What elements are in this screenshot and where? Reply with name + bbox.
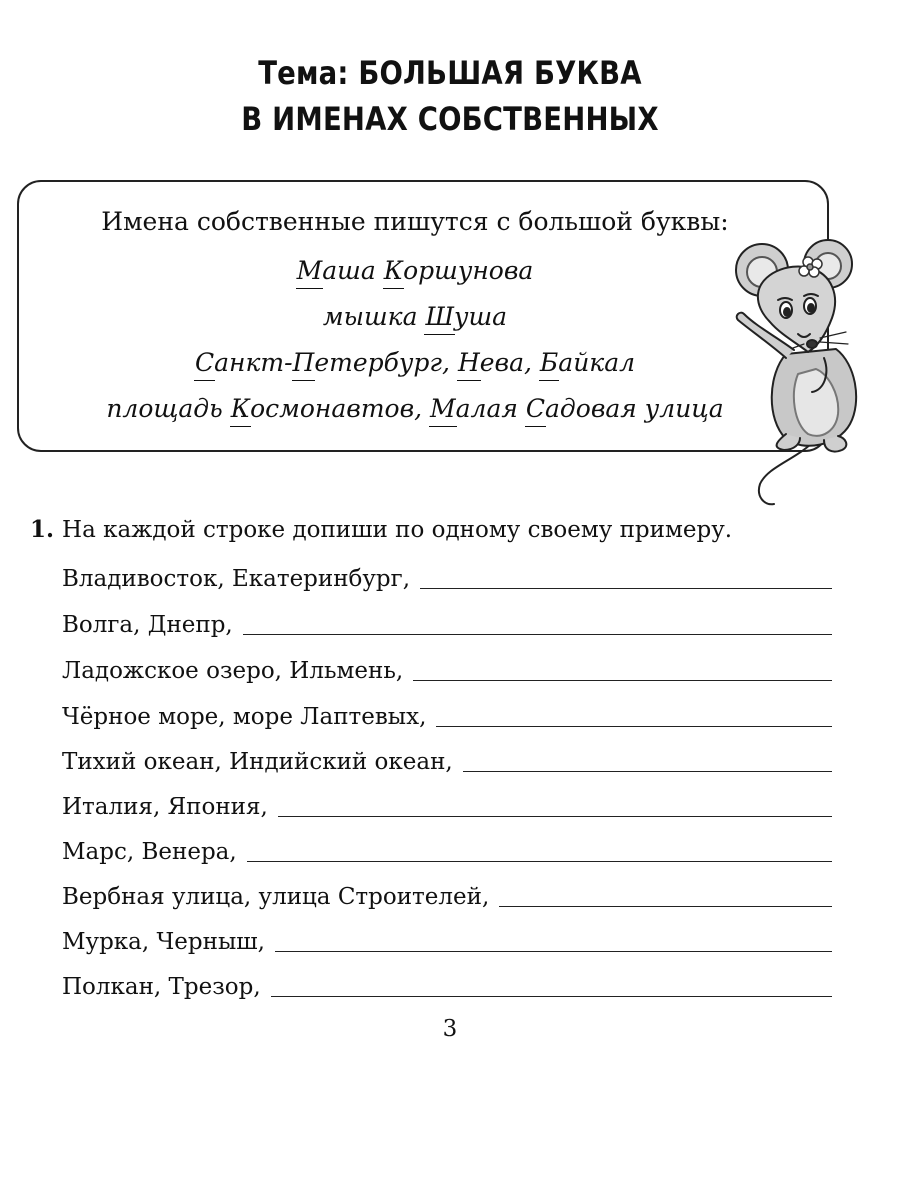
rule-example-4 (20, 394, 810, 423)
example-text: ева, (479, 348, 540, 377)
answer-prompt: Ладожское озеро, Ильмень, (62, 658, 404, 684)
capital-letter: С (194, 348, 215, 377)
answer-prompt: Полкан, Трезор, (62, 974, 261, 1000)
rule-example-3 (20, 348, 810, 377)
blank-line[interactable] (463, 771, 832, 772)
example-text: анкт- (214, 348, 293, 377)
task-text: На каждой строке допиши по одному своему примеру. (62, 517, 733, 543)
capital-letter: Б (539, 348, 559, 377)
answer-prompt: Мурка, Черныш, (62, 929, 265, 955)
rule-example-2 (20, 302, 810, 331)
example-text: адовая улица (545, 394, 724, 423)
answer-line (62, 924, 832, 956)
rule-example-1 (20, 256, 810, 285)
example-text: аша (322, 256, 384, 285)
blank-line[interactable] (278, 816, 832, 817)
example-text: осмонавтов, (250, 394, 431, 423)
title-line-1: Тема: БОЛЬШАЯ БУКВА (258, 54, 642, 92)
answer-prompt: Марс, Венера, (62, 839, 237, 865)
blank-line[interactable] (413, 680, 832, 681)
answer-prompt: Волга, Днепр, (62, 612, 233, 638)
answer-line (62, 744, 832, 776)
capital-letter: К (230, 394, 251, 423)
capital-letter: Ш (425, 302, 454, 331)
page-number: 3 (442, 1016, 458, 1042)
answer-prompt: Чёрное море, море Лаптевых, (62, 704, 427, 730)
answer-line (62, 834, 832, 866)
answer-line (62, 879, 832, 911)
capital-letter: М (430, 394, 456, 423)
answer-line (62, 699, 832, 731)
example-text: мышка (322, 302, 426, 331)
mouse-illustration (728, 234, 888, 514)
answer-line (62, 653, 832, 685)
blank-line[interactable] (243, 634, 832, 635)
blank-line[interactable] (436, 726, 832, 727)
blank-line[interactable] (275, 951, 832, 952)
answer-prompt: Тихий океан, Индийский океан, (62, 749, 453, 775)
answer-prompt: Вербная улица, улица Строителей, (62, 884, 490, 910)
page-title (63, 50, 837, 142)
example-text: алая (455, 394, 526, 423)
answer-line (62, 789, 832, 821)
example-text: уша (454, 302, 508, 331)
answer-line (62, 561, 832, 593)
blank-line[interactable] (271, 996, 832, 997)
example-text: етербург, (314, 348, 458, 377)
task-instruction (30, 516, 732, 543)
blank-line[interactable] (420, 588, 832, 589)
answer-prompt: Италия, Япония, (62, 794, 268, 820)
task-number: 1. (30, 516, 55, 543)
answer-line (62, 607, 832, 639)
blank-line[interactable] (499, 906, 832, 907)
blank-line[interactable] (247, 861, 832, 862)
answer-line (62, 969, 832, 1001)
title-line-2: В ИМЕНАХ СОБСТВЕННЫХ (241, 100, 659, 138)
capital-letter: К (383, 256, 404, 285)
example-text: айкал (558, 348, 636, 377)
capital-letter: М (296, 256, 323, 285)
capital-letter: П (292, 348, 315, 377)
example-text: площадь (106, 394, 231, 423)
flower-icon (799, 257, 822, 277)
example-text: оршунова (403, 256, 534, 285)
capital-letter: С (525, 394, 546, 423)
answer-prompt: Владивосток, Екатеринбург, (62, 566, 411, 592)
rule-text: Имена собственные пишутся с большой буквы: (101, 207, 729, 236)
capital-letter: Н (457, 348, 480, 377)
